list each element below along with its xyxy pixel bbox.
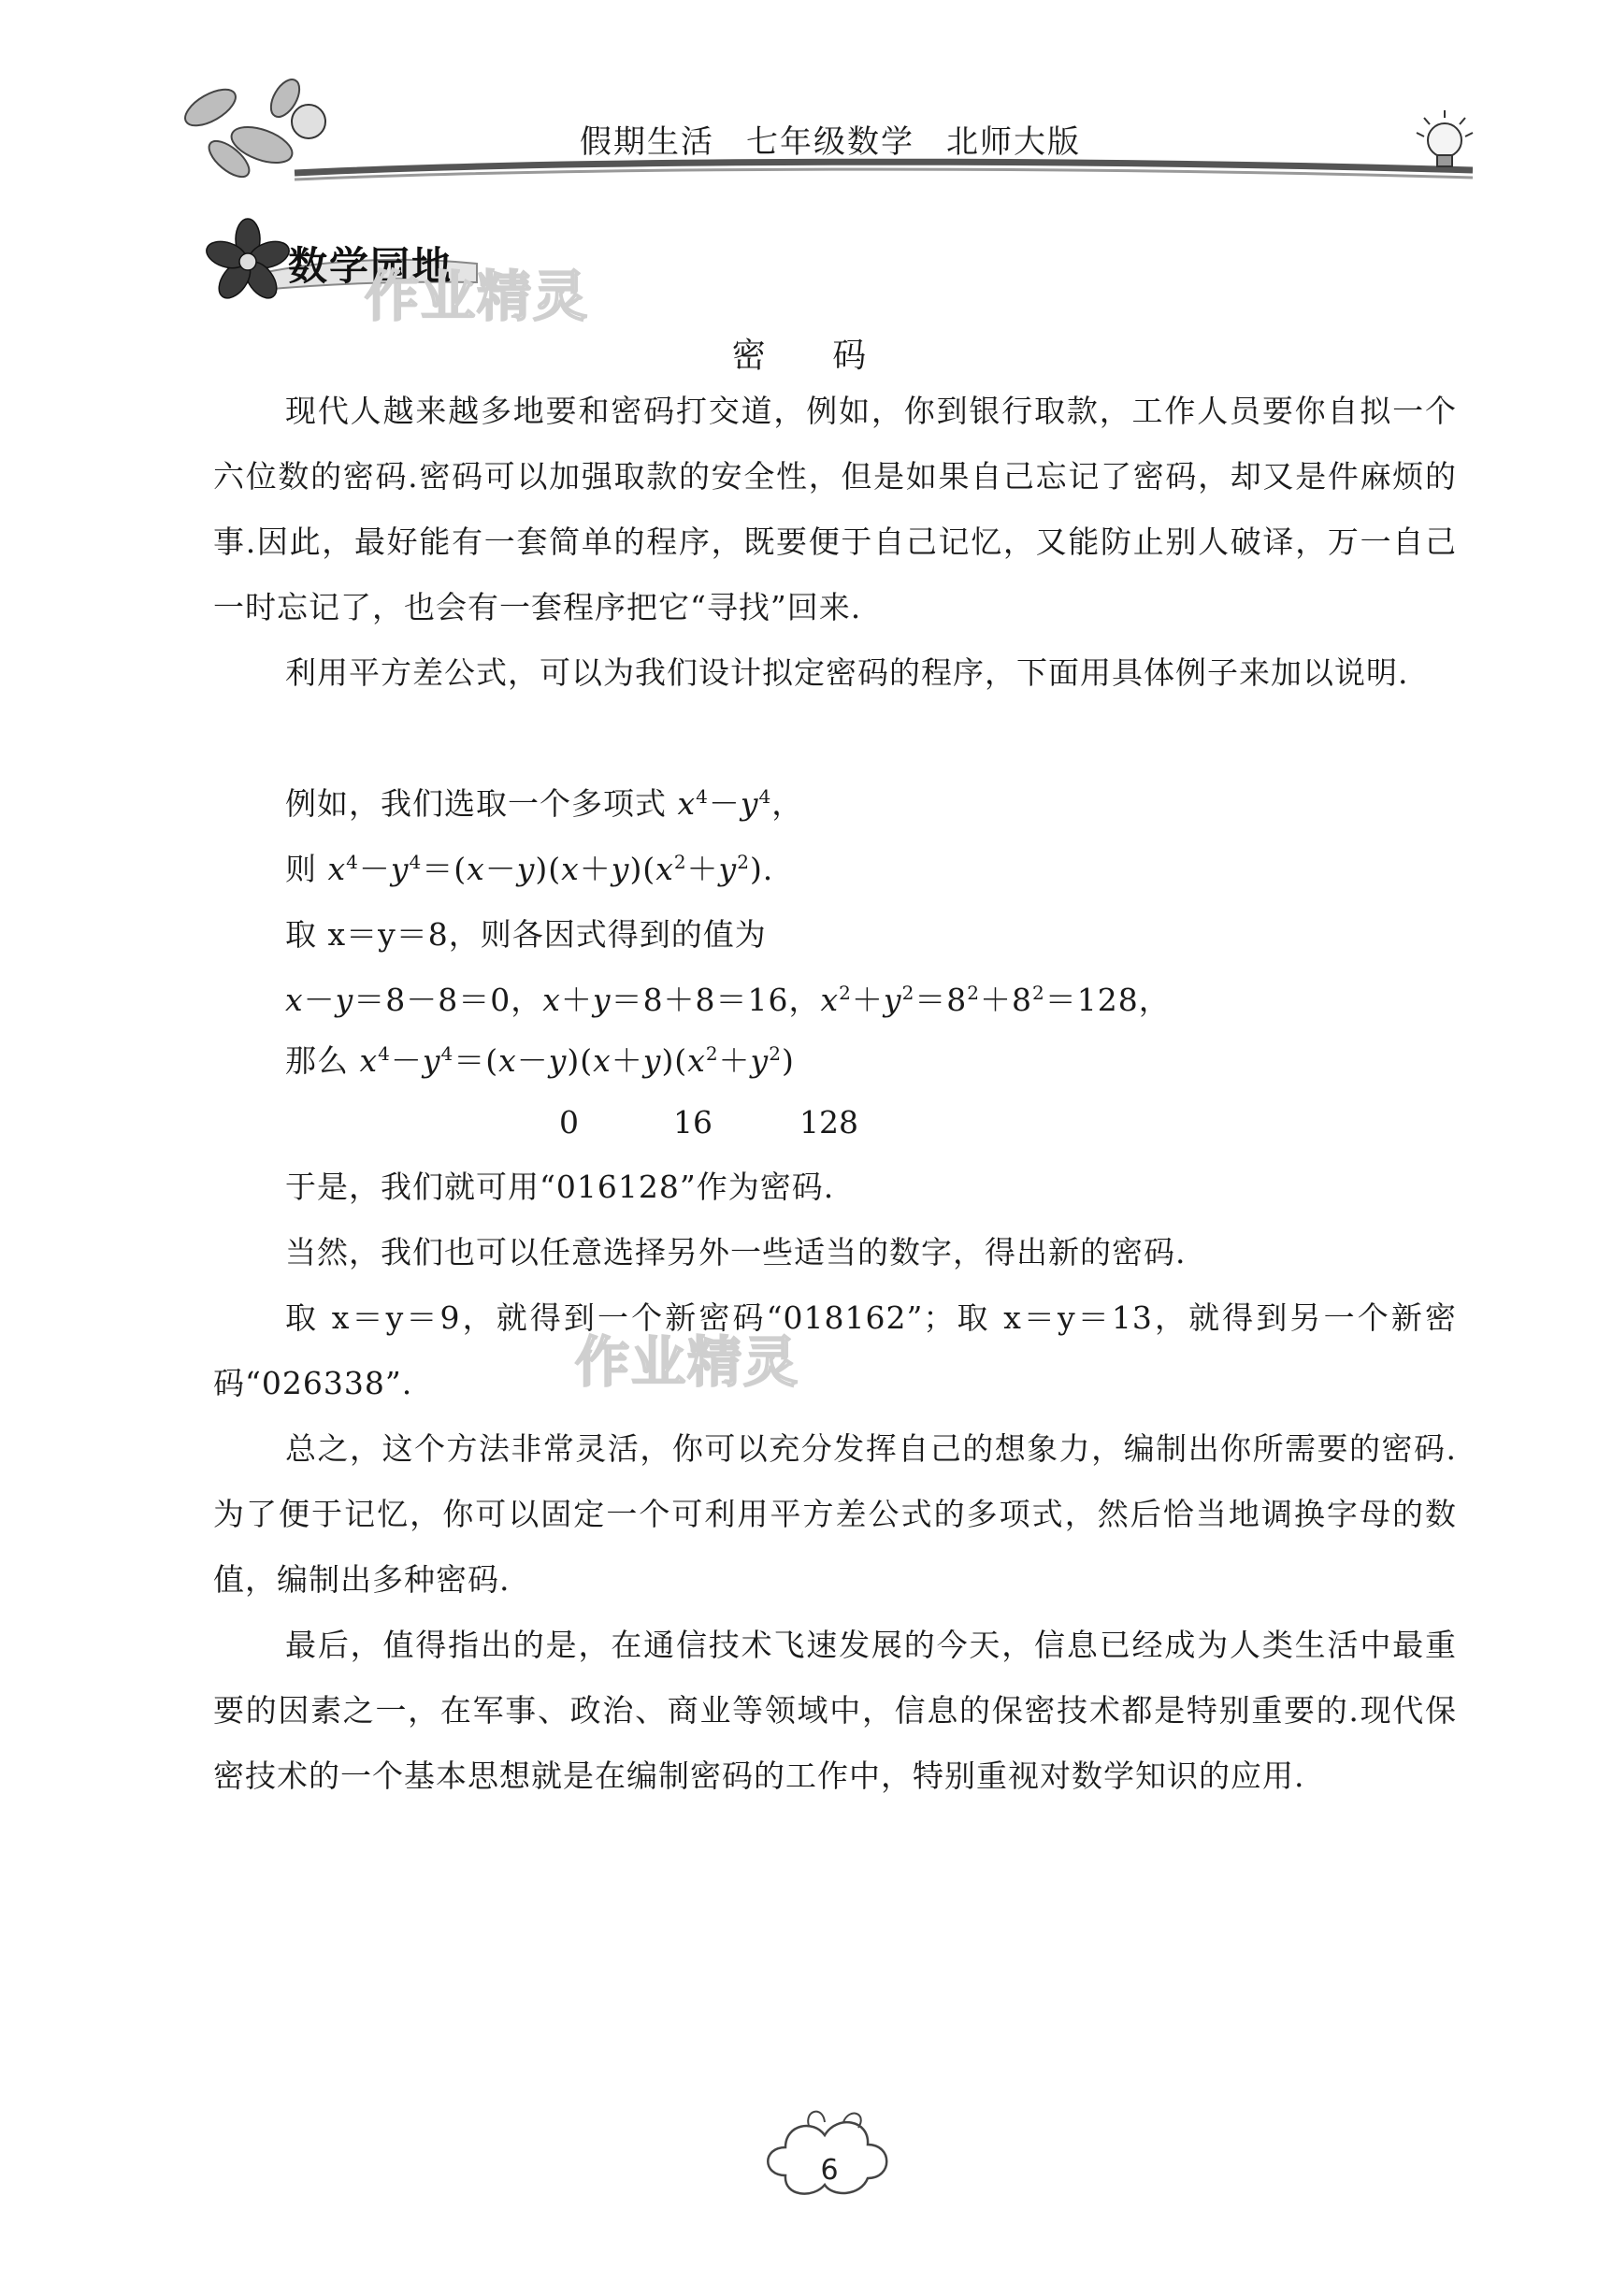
paragraph-1: 现代人越来越多地要和密码打交道，例如，你到银行取款，工作人员要你自拟一个六位数的密码.密码可以加强取款的安全性，但是如果自己忘记了密码，却又是件麻烦的事.因此，最好能有一套简单的程序，既要便于自己记忆，又能防止别人破译，万一自己一时忘记了，也会有一套程序把它“寻找”回来. xyxy=(213,393,1457,625)
example-line-4: x－y＝8－8＝0，x＋y＝8＋8＝16，$x^2+y^2=8^2+8^2=128$， xyxy=(285,982,1171,1018)
watermark: 作业精灵 xyxy=(575,1330,800,1394)
example-line-1: 例如，我们选取一个多项式 $x^4-y^4$， xyxy=(285,785,804,822)
example-line-3: 取 x＝y＝8，则各因式得到的值为 xyxy=(285,916,767,953)
factor-value: 16 xyxy=(673,1104,713,1141)
example-line-2: 则 $x^4-y^4=(x-y)(x+y)(x^2+y^2)$. xyxy=(285,851,774,887)
factor-value: 0 xyxy=(559,1104,579,1141)
paragraph-5: 取 x＝y＝9，就得到一个新密码“018162”；取 x＝y＝13，就得到另一个新密码“026338”. xyxy=(213,1299,1457,1401)
header-grade-subject: 七年级数学 xyxy=(746,123,914,161)
watermark: 作业精灵 xyxy=(365,265,590,328)
header-edition: 北师大版 xyxy=(946,123,1081,161)
paragraph-4: 当然，我们也可以任意选择另外一些适当的数字，得出新的密码. xyxy=(285,1234,1187,1270)
paragraph-3: 于是，我们就可用“016128”作为密码. xyxy=(285,1169,835,1205)
factor-value: 128 xyxy=(799,1104,858,1141)
paragraph-7: 最后，值得指出的是，在通信技术飞速发展的今天，信息已经成为人类生活中最重要的因素之一，在军事、政治、商业等领域中，信息的保密技术都是特别重要的.现代保密技术的一个基本思想就是在编制密码的工作中，特别重视对数学知识的应用. xyxy=(213,1627,1457,1794)
article-title: 密 码 xyxy=(731,337,895,375)
running-header xyxy=(580,116,1081,162)
example-line-5: 那么 $x^4-y^4=(x-y)(x+y)(x^2+y^2)$ xyxy=(285,1042,795,1079)
header-book: 假期生活 xyxy=(580,123,714,161)
paragraph-6: 总之，这个方法非常灵活，你可以充分发挥自己的想象力，编制出你所需要的密码.为了便于记忆，你可以固定一个可利用平方差公式的多项式，然后恰当地调换字母的数值，编制出多种密码. xyxy=(213,1430,1457,1598)
section-label: 数学园地 xyxy=(288,243,453,289)
page-number: 6 xyxy=(820,2154,839,2187)
paragraph-2: 利用平方差公式，可以为我们设计拟定密码的程序，下面用具体例子来加以说明. xyxy=(285,654,1409,691)
